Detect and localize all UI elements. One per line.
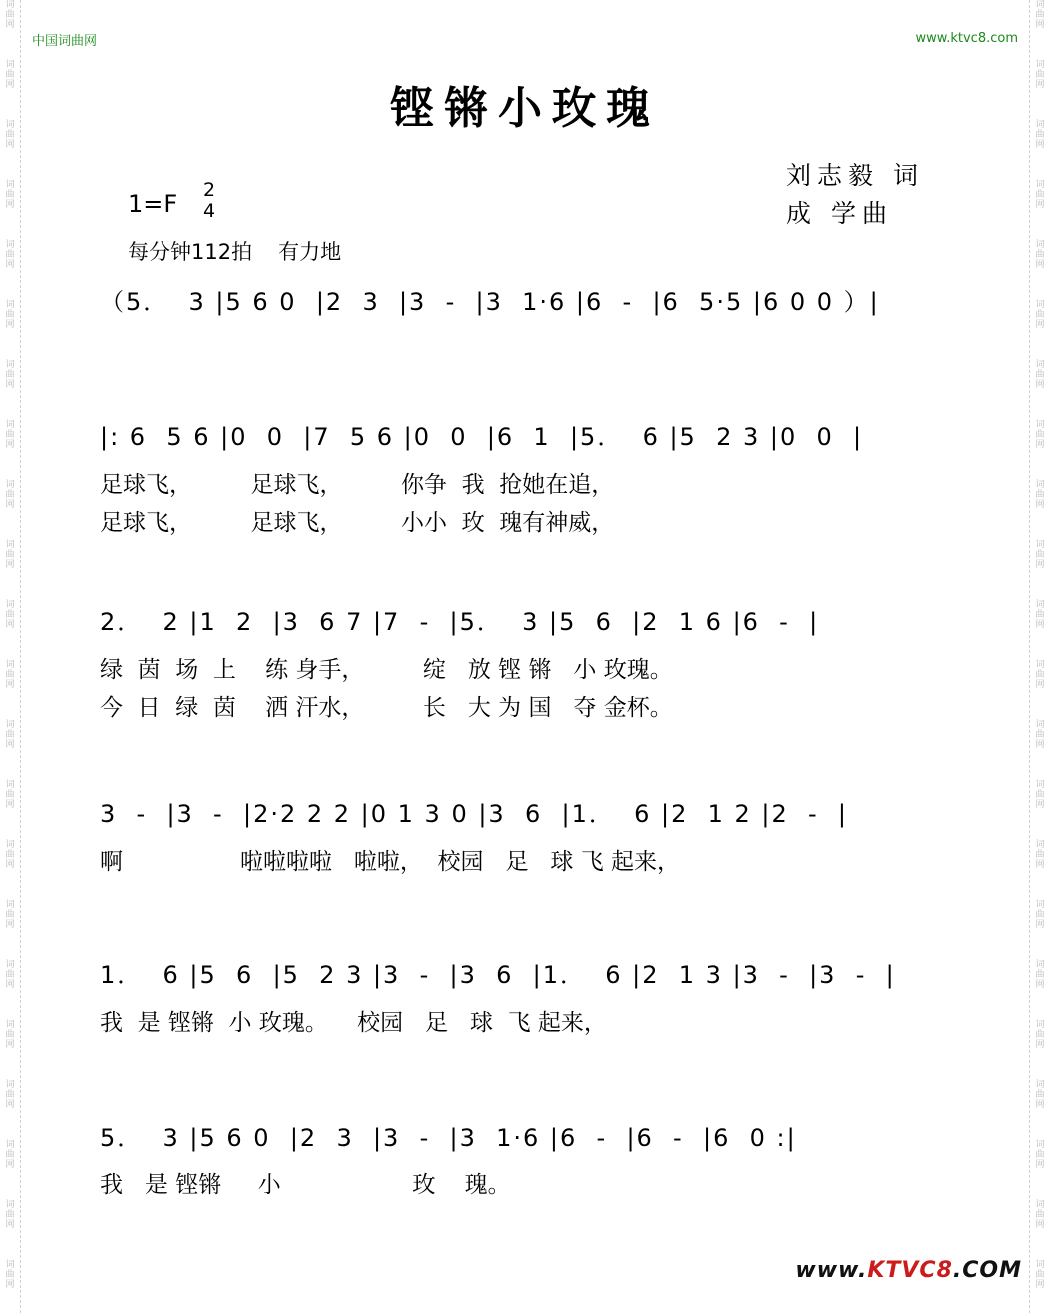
watermark-char: 词: [1035, 180, 1045, 190]
logo-prefix: www.: [795, 1258, 868, 1283]
watermark-char: 网: [1035, 1040, 1045, 1050]
watermark-char: 曲: [5, 790, 15, 800]
lyric-line: 足球飞， 足球飞， 你争 我 抢她在追，: [100, 472, 615, 498]
watermark-char: 词: [5, 120, 15, 130]
watermark-char: 曲: [1035, 850, 1045, 860]
lyric-line: 我 是 铿锵 小 玫瑰。 校园 足 球 飞 起来，: [100, 1010, 607, 1036]
lyric-line: 足球飞， 足球飞， 小小 玫 瑰有神威，: [100, 510, 615, 536]
notation-text: （5． 3 |5 6 0 |2 3 |3 - |3 1·6 |6 - |6 5·5 |6 0 0 ）|: [100, 288, 880, 316]
site-name-link[interactable]: 中国词曲网: [32, 34, 98, 49]
watermark-char: 网: [5, 200, 15, 210]
logo-suffix: .COM: [952, 1258, 1022, 1283]
watermark-char: 曲: [5, 850, 15, 860]
watermark-char: 词: [5, 480, 15, 490]
watermark-char: 网: [1035, 740, 1045, 750]
watermark-char: 词: [5, 300, 15, 310]
watermark-char: 网: [5, 560, 15, 570]
watermark-char: 网: [5, 1280, 15, 1290]
notation-text: 5． 3 |5 6 0 |2 3 |3 - |3 1·6 |6 - |6 - |6 0 :|: [100, 1124, 797, 1152]
watermark-char: 曲: [1035, 1090, 1045, 1100]
watermark-char: 曲: [5, 1090, 15, 1100]
watermark-char: 曲: [5, 10, 15, 20]
watermark-char: 词: [5, 540, 15, 550]
watermark-char: 词: [1035, 900, 1045, 910]
watermark-char: 词: [1035, 780, 1045, 790]
notation-line-2: [100, 417, 960, 457]
watermark-char: 网: [1035, 440, 1045, 450]
watermark-char: 词: [1035, 720, 1045, 730]
watermark-char: 曲: [1035, 550, 1045, 560]
watermark-char: 网: [5, 80, 15, 90]
watermark-char: 曲: [1035, 970, 1045, 980]
watermark-char: 网: [1035, 140, 1045, 150]
notation-line-1: [100, 282, 960, 322]
watermark-char: 网: [1035, 200, 1045, 210]
watermark-char: 曲: [1035, 310, 1045, 320]
tempo-marking: [128, 236, 341, 266]
watermark-char: 词: [5, 240, 15, 250]
watermark-char: 曲: [5, 1270, 15, 1280]
watermark-char: 网: [5, 260, 15, 270]
watermark-char: 网: [1035, 1280, 1045, 1290]
watermark-char: 网: [1035, 800, 1045, 810]
watermark-char: 网: [1035, 980, 1045, 990]
lyric-line: 啊 啦啦啦啦 啦啦， 校园 足 球 飞 起来，: [100, 849, 681, 875]
watermark-char: 曲: [5, 370, 15, 380]
watermark-char: 网: [5, 320, 15, 330]
tempo-bpm: 每分钟112拍: [128, 240, 253, 264]
watermark-char: 曲: [1035, 790, 1045, 800]
watermark-char: 网: [5, 1040, 15, 1050]
watermark-char: 曲: [1035, 610, 1045, 620]
notation-text: 2． 2 |1 2 |3 6 7 |7 - |5． 3 |5 6 |2 1 6 |6 - |: [100, 608, 820, 636]
watermark-char: 曲: [1035, 670, 1045, 680]
watermark-char: 词: [5, 720, 15, 730]
watermark-char: 词: [1035, 600, 1045, 610]
watermark-char: 网: [5, 980, 15, 990]
watermark-char: 网: [1035, 1160, 1045, 1170]
notation-text: |: 6 5 6 |0 0 |7 5 6 |0 0 |6 1 |5． 6 |5 2 3 |0 0 |: [100, 423, 864, 451]
watermark-char: 曲: [1035, 910, 1045, 920]
watermark-char: 词: [5, 420, 15, 430]
watermark-char: 词: [1035, 0, 1045, 10]
watermark-char: 网: [5, 140, 15, 150]
watermark-char: 网: [1035, 1100, 1045, 1110]
watermark-char: 词: [1035, 660, 1045, 670]
watermark-char: 词: [1035, 360, 1045, 370]
site-url-link[interactable]: www.ktvc8.com: [915, 31, 1018, 46]
watermark-char: 曲: [1035, 70, 1045, 80]
watermark-char: 曲: [1035, 190, 1045, 200]
watermark-char: 词: [5, 840, 15, 850]
watermark-char: 曲: [5, 1030, 15, 1040]
watermark-char: 词: [5, 60, 15, 70]
watermark-char: 曲: [5, 910, 15, 920]
notation-line-6: [100, 1118, 960, 1158]
watermark-char: 曲: [5, 190, 15, 200]
watermark-char: 网: [1035, 560, 1045, 570]
watermark-char: 词: [1035, 1260, 1045, 1270]
watermark-char: 网: [1035, 860, 1045, 870]
notation-line-4: [100, 794, 960, 834]
watermark-char: 网: [1035, 1220, 1045, 1230]
composer-credit: 成 学曲: [786, 199, 893, 228]
watermark-char: 词: [1035, 60, 1045, 70]
footer-logo[interactable]: [795, 1258, 1022, 1283]
time-sig-bottom: 4: [202, 200, 216, 222]
lyric-line: 今 日 绿 茵 洒 汗水， 长 大 为 国 夺 金杯。: [100, 695, 673, 721]
notation-line-3: [100, 602, 960, 642]
watermark-char: 词: [1035, 960, 1045, 970]
watermark-char: 网: [5, 800, 15, 810]
watermark-char: 词: [5, 1020, 15, 1030]
watermark-char: 网: [1035, 380, 1045, 390]
watermark-char: 曲: [1035, 1150, 1045, 1160]
watermark-char: 词: [5, 960, 15, 970]
watermark-char: 曲: [1035, 430, 1045, 440]
watermark-char: 曲: [5, 730, 15, 740]
lyric-line: 我 是 铿锵 小 玫 瑰。: [100, 1172, 511, 1198]
watermark-char: 词: [5, 0, 15, 10]
watermark-char: 词: [1035, 420, 1045, 430]
watermark-char: 词: [5, 1260, 15, 1270]
watermark-char: 网: [1035, 260, 1045, 270]
watermark-char: 曲: [5, 1150, 15, 1160]
watermark-char: 网: [5, 500, 15, 510]
watermark-char: 曲: [5, 970, 15, 980]
watermark-char: 词: [1035, 300, 1045, 310]
watermark-char: 网: [1035, 620, 1045, 630]
lyricist-credit: 刘志毅 词: [786, 161, 924, 190]
watermark-char: 曲: [1035, 130, 1045, 140]
watermark-char: 网: [5, 1160, 15, 1170]
watermark-char: 词: [5, 600, 15, 610]
tempo-mood: 有力地: [278, 240, 342, 264]
watermark-char: 曲: [1035, 1030, 1045, 1040]
watermark-char: 曲: [5, 610, 15, 620]
watermark-char: 网: [5, 620, 15, 630]
watermark-char: 网: [1035, 80, 1045, 90]
watermark-char: 网: [5, 860, 15, 870]
watermark-char: 曲: [1035, 1210, 1045, 1220]
watermark-char: 词: [1035, 120, 1045, 130]
watermark-char: 词: [5, 360, 15, 370]
watermark-char: 网: [1035, 20, 1045, 30]
watermark-char: 词: [5, 780, 15, 790]
watermark-char: 曲: [5, 490, 15, 500]
watermark-char: 词: [5, 660, 15, 670]
watermark-char: 网: [5, 1220, 15, 1230]
watermark-char: 词: [1035, 1080, 1045, 1090]
watermark-char: 词: [1035, 540, 1045, 550]
watermark-char: 网: [1035, 680, 1045, 690]
watermark-char: 曲: [1035, 370, 1045, 380]
watermark-char: 曲: [5, 1210, 15, 1220]
watermark-char: 网: [5, 1100, 15, 1110]
watermark-char: 网: [5, 380, 15, 390]
watermark-char: 词: [1035, 1200, 1045, 1210]
notation-text: 3 - |3 - |2·2 2 2 |0 1 3 0 |3 6 |1． 6 |2 1 2 |2 - |: [100, 800, 849, 828]
key-signature: 1=F: [128, 190, 178, 218]
watermark-char: 曲: [5, 70, 15, 80]
notation-line-5: [100, 955, 960, 995]
watermark-char: 网: [1035, 500, 1045, 510]
watermark-char: 网: [5, 680, 15, 690]
watermark-char: 词: [5, 180, 15, 190]
watermark-char: 词: [5, 1080, 15, 1090]
time-signature: [202, 180, 216, 222]
watermark-char: 曲: [1035, 730, 1045, 740]
watermark-char: 曲: [1035, 1270, 1045, 1280]
notation-text: 1． 6 |5 6 |5 2 3 |3 - |3 6 |1． 6 |2 1 3 |3 - |3 - |: [100, 961, 896, 989]
logo-brand: KTVC8: [867, 1258, 953, 1283]
watermark-char: 词: [1035, 1140, 1045, 1150]
song-title: 铿锵小玫瑰: [390, 83, 660, 134]
lyric-line: 绿 茵 场 上 练 身手， 绽 放 铿 锵 小 玫瑰。: [100, 657, 673, 683]
watermark-char: 词: [1035, 240, 1045, 250]
watermark-char: 曲: [5, 310, 15, 320]
watermark-char: 词: [1035, 1020, 1045, 1030]
watermark-char: 词: [5, 1200, 15, 1210]
watermark-char: 网: [1035, 920, 1045, 930]
watermark-char: 词: [5, 1140, 15, 1150]
time-sig-top: 2: [202, 179, 216, 201]
right-watermark-strip: [1029, 0, 1050, 1313]
watermark-char: 曲: [1035, 250, 1045, 260]
watermark-char: 网: [5, 740, 15, 750]
watermark-char: 网: [5, 20, 15, 30]
watermark-char: 曲: [5, 670, 15, 680]
watermark-char: 曲: [5, 130, 15, 140]
left-watermark-strip: [0, 0, 21, 1313]
watermark-char: 词: [5, 900, 15, 910]
watermark-char: 词: [1035, 840, 1045, 850]
watermark-char: 曲: [1035, 10, 1045, 20]
watermark-char: 词: [1035, 480, 1045, 490]
watermark-char: 网: [5, 920, 15, 930]
watermark-char: 曲: [1035, 490, 1045, 500]
watermark-char: 网: [1035, 320, 1045, 330]
watermark-char: 曲: [5, 250, 15, 260]
watermark-char: 曲: [5, 430, 15, 440]
watermark-char: 网: [5, 440, 15, 450]
watermark-char: 曲: [5, 550, 15, 560]
